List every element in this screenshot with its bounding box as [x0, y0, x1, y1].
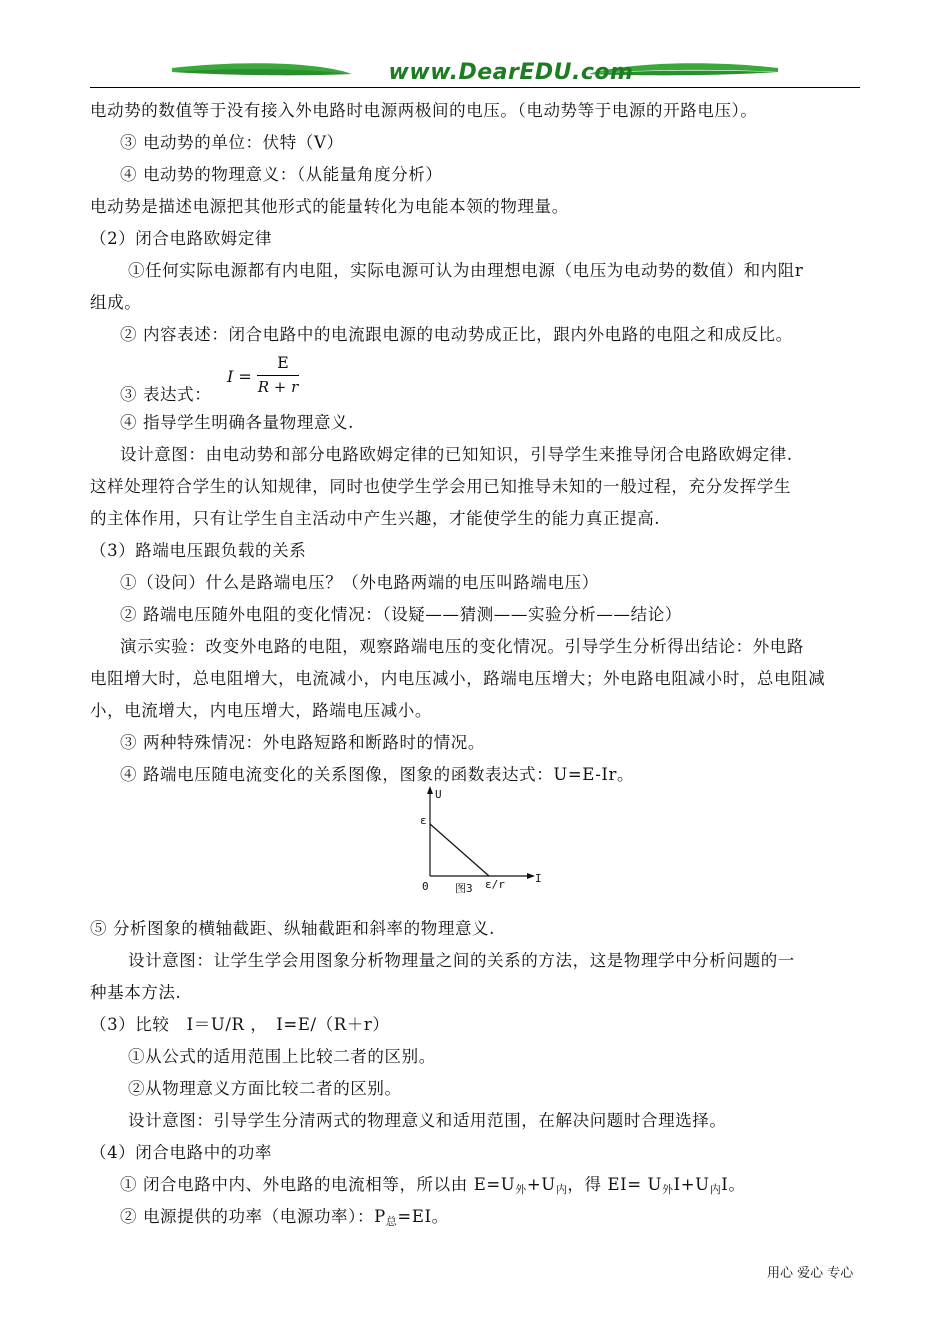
text-line: ④ 指导学生明确各量物理意义.	[120, 413, 354, 432]
page-header	[90, 58, 860, 90]
figure-caption: 图3	[455, 882, 473, 895]
text-line: ①（设问）什么是路端电压？（外电路两端的电压叫路端电压）	[120, 573, 599, 592]
u-i-line	[430, 824, 489, 876]
text-line: 这样处理符合学生的认知规律，同时也使学生学会用已知推导未知的一般过程，充分发挥学生	[90, 477, 792, 496]
fraction-bar	[257, 375, 299, 376]
text-line: ⑤ 分析图象的横轴截距、纵轴截距和斜率的物理意义.	[90, 919, 495, 938]
subscript: 外	[662, 1183, 674, 1196]
text-line: 设计意图：由电动势和部分电路欧姆定律的已知知识，引导学生来推导闭合电路欧姆定律.	[120, 445, 793, 464]
x-intercept-label: ε/r	[485, 878, 505, 891]
section-heading: （2）闭合电路欧姆定律	[90, 229, 273, 248]
page-footer: 用心 爱心 专心	[767, 1266, 854, 1281]
text-line: ①任何实际电源都有内电阻，实际电源可认为由理想电源（电压为电动势的数值）和内阻r	[128, 261, 804, 280]
u-i-graph	[415, 784, 545, 896]
power-text: =EI。	[397, 1207, 449, 1226]
y-axis-label: U	[435, 788, 442, 801]
text-line: ②从物理意义方面比较二者的区别。	[128, 1079, 402, 1098]
text-line: ①从公式的适用范围上比较二者的区别。	[128, 1047, 436, 1066]
formula-numerator: E	[277, 353, 289, 372]
u-i-graph-figure	[415, 784, 545, 896]
y-axis-arrow	[427, 786, 433, 794]
text-line: 电动势是描述电源把其他形式的能量转化为电能本领的物理量。	[90, 197, 569, 216]
text-line: 电动势的数值等于没有接入外电路时电源两极间的电压。（电动势等于电源的开路电压）。	[90, 101, 758, 120]
section-heading: （4）闭合电路中的功率	[90, 1143, 273, 1162]
power-text: ，得 EI= U	[567, 1175, 663, 1194]
formula-label: ③ 表达式：	[120, 385, 212, 404]
power-text: ① 闭合电路中内、外电路的电流相等，所以由 E=U	[120, 1175, 516, 1194]
x-axis-label: I	[535, 872, 542, 885]
text-line: 的主体作用，只有让学生自主活动中产生兴趣，才能使学生的能力真正提高.	[90, 509, 661, 528]
ohm-law-formula	[227, 353, 307, 399]
text-line: 组成。	[90, 293, 142, 312]
text-line: ③ 两种特殊情况：外电路短路和断路时的情况。	[120, 733, 485, 752]
text-line: 设计意图：让学生学会用图象分析物理量之间的关系的方法，这是物理学中分析问题的一	[128, 951, 795, 970]
text-line: ④ 路端电压随电流变化的关系图像，图象的函数表达式：U=E-Ir。	[120, 765, 635, 784]
subscript: 内	[555, 1183, 568, 1196]
power-text: I+U	[673, 1175, 710, 1194]
power-equation-line	[120, 1174, 746, 1201]
text-line: 电阻增大时，总电阻增大，电流减小，内电压减小，路端电压增大；外电路电阻减小时，总电阻减	[90, 669, 826, 688]
power-text: ② 电源提供的功率（电源功率）：P	[120, 1207, 386, 1226]
section-heading: （3）路端电压跟负载的关系	[90, 541, 307, 560]
text-line: ② 路端电压随外电阻的变化情况：（设疑——猜测——实验分析——结论）	[120, 605, 682, 624]
y-intercept-label: ε	[420, 814, 427, 827]
text-line: 种基本方法.	[90, 983, 182, 1002]
text-line: 设计意图：引导学生分清两式的物理意义和适用范围，在解决问题时合理选择。	[128, 1111, 727, 1130]
power-text: I。	[721, 1175, 746, 1194]
site-logo-text: www.DearEDU.com	[388, 60, 634, 85]
text-line: 演示实验：改变外电路的电阻，观察路端电压的变化情况。引导学生分析得出结论：外电路	[120, 637, 804, 656]
power-equation-line	[120, 1206, 449, 1233]
section-heading: （3）比较 I＝U/R ， I=E/（R＋r）	[90, 1015, 390, 1034]
subscript: 总	[385, 1215, 398, 1228]
subscript: 内	[709, 1183, 722, 1196]
subscript: 外	[515, 1183, 527, 1196]
origin-label: 0	[422, 880, 429, 893]
power-text: +U	[526, 1175, 556, 1194]
text-line: 小，电流增大，内电压增大，路端电压减小。	[90, 701, 432, 720]
header-rule	[90, 87, 860, 88]
formula-lhs: I =	[227, 367, 252, 386]
text-line: ③ 电动势的单位：伏特（V）	[120, 133, 344, 152]
text-line: ② 内容表述：闭合电路中的电流跟电源的电动势成正比，跟内外电路的电阻之和成反比。	[120, 325, 793, 344]
text-line: ④ 电动势的物理意义：（从能量角度分析）	[120, 165, 443, 184]
x-axis-arrow	[527, 873, 535, 879]
formula-denominator: R + r	[257, 378, 299, 396]
